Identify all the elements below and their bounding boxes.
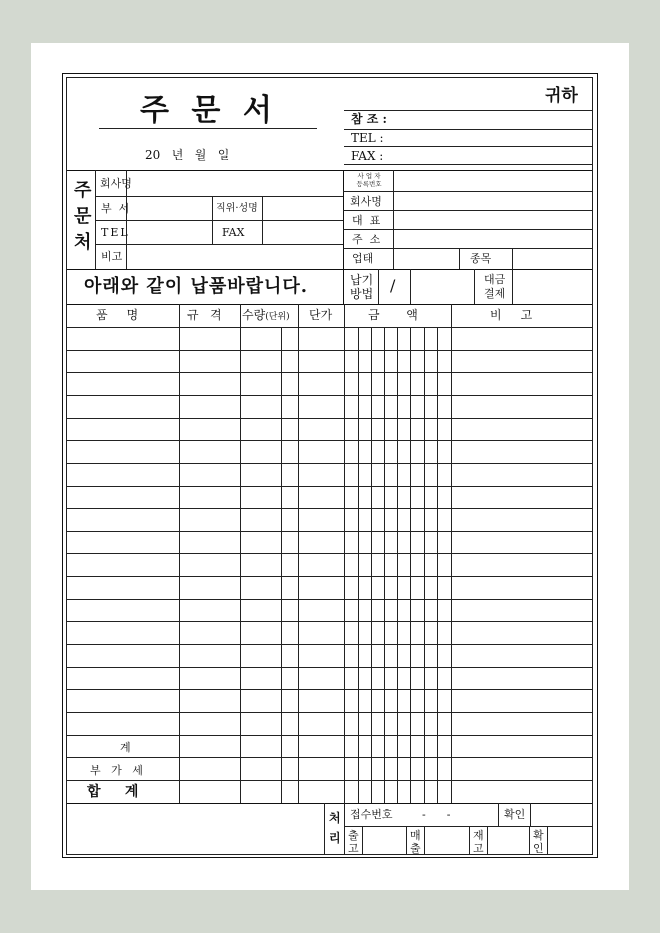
- total-label: 합 계: [87, 784, 139, 800]
- cell-qty[interactable]: [241, 645, 297, 666]
- cell-item[interactable]: [67, 532, 178, 552]
- orderer-label-3: 처: [74, 232, 92, 253]
- cell-spec[interactable]: [180, 622, 239, 643]
- confirm-label: 확인: [504, 808, 526, 821]
- sale-sign-field[interactable]: [425, 827, 468, 854]
- confirm2-sign-field[interactable]: [548, 827, 592, 854]
- cell-price[interactable]: [299, 577, 343, 598]
- cell-qty[interactable]: [241, 577, 297, 598]
- cell-price[interactable]: [299, 600, 343, 620]
- cell-amount[interactable]: [345, 532, 450, 552]
- cell-price[interactable]: [299, 713, 343, 734]
- cell-qty[interactable]: [241, 419, 297, 439]
- cell-note[interactable]: [452, 441, 591, 462]
- cell-qty[interactable]: [241, 736, 297, 756]
- cell-amount[interactable]: [345, 464, 450, 485]
- cell-spec[interactable]: [180, 668, 239, 688]
- supplier-company-label: 회사명: [350, 195, 382, 208]
- cell-spec[interactable]: [180, 441, 239, 462]
- col-header-item: 품 명: [96, 308, 139, 322]
- cell-qty[interactable]: [241, 441, 297, 462]
- cell-item[interactable]: [67, 419, 178, 439]
- cell-item[interactable]: [67, 668, 178, 688]
- delivery-method-label-1: 납기: [350, 273, 374, 287]
- honorific: 귀하: [545, 86, 578, 106]
- cell-spec[interactable]: [180, 464, 239, 485]
- cell-amount[interactable]: [345, 351, 450, 371]
- ref-field[interactable]: [395, 111, 591, 129]
- cell-amount[interactable]: [345, 419, 450, 439]
- cell-item[interactable]: [67, 441, 178, 462]
- cell-amount[interactable]: [345, 554, 450, 575]
- col-header-qty-text: 수량: [242, 308, 266, 322]
- cell-item[interactable]: [67, 328, 178, 349]
- cell-qty[interactable]: [241, 351, 297, 371]
- orderer-note-field[interactable]: [127, 245, 343, 268]
- cell-spec[interactable]: [180, 781, 239, 802]
- cell-price[interactable]: [299, 554, 343, 575]
- cell-spec[interactable]: [180, 419, 239, 439]
- business-type-label: 업태: [352, 252, 374, 265]
- cell-item[interactable]: [67, 713, 178, 734]
- cell-amount[interactable]: [345, 328, 450, 349]
- cell-price[interactable]: [299, 690, 343, 711]
- cell-note[interactable]: [452, 351, 591, 371]
- cell-price[interactable]: [299, 532, 343, 552]
- cell-price[interactable]: [299, 441, 343, 462]
- cell-note[interactable]: [452, 554, 591, 575]
- fax-label: FAX :: [351, 149, 384, 163]
- date-line: 20 년 월 일: [145, 148, 230, 162]
- receipt-no-value: - -: [422, 808, 451, 821]
- cell-price[interactable]: [299, 758, 343, 779]
- business-type-field[interactable]: [394, 249, 458, 268]
- receipt-no-field[interactable]: [400, 804, 497, 825]
- sale-label-2: 출: [410, 842, 421, 855]
- cell-price[interactable]: [299, 419, 343, 439]
- ship-label-1: 출: [348, 829, 359, 842]
- cell-item[interactable]: [67, 622, 178, 643]
- fax-field[interactable]: [395, 148, 591, 164]
- col-header-price: 단가: [309, 308, 333, 322]
- ref-label: 참 조 :: [351, 112, 387, 126]
- orderer-fax-field[interactable]: [263, 221, 343, 244]
- cell-qty[interactable]: [241, 690, 297, 711]
- cell-item[interactable]: [67, 351, 178, 371]
- cell-note[interactable]: [452, 758, 591, 779]
- cell-amount[interactable]: [345, 736, 450, 756]
- position-name-label: 직위·성명: [216, 203, 258, 214]
- orderer-label-1: 주: [74, 180, 92, 201]
- sale-label-1: 매: [410, 829, 421, 842]
- processing-label-2: 리: [329, 831, 341, 845]
- biz-reg-label-1: 사 업 자: [357, 172, 381, 180]
- cell-spec[interactable]: [180, 328, 239, 349]
- cell-item[interactable]: [67, 464, 178, 485]
- cell-note[interactable]: [452, 373, 591, 394]
- cell-qty[interactable]: [241, 464, 297, 485]
- cell-spec[interactable]: [180, 351, 239, 371]
- cell-spec[interactable]: [180, 487, 239, 507]
- stock-label-1: 재: [473, 829, 484, 842]
- cell-note[interactable]: [452, 781, 591, 802]
- cell-item[interactable]: [67, 577, 178, 598]
- subtotal-label: 계: [120, 741, 131, 754]
- cell-amount[interactable]: [345, 781, 450, 802]
- cell-spec[interactable]: [180, 758, 239, 779]
- cell-price[interactable]: [299, 351, 343, 371]
- supplier-company-field[interactable]: [394, 192, 592, 210]
- cell-note[interactable]: [452, 645, 591, 666]
- cell-price[interactable]: [299, 373, 343, 394]
- cell-qty[interactable]: [241, 622, 297, 643]
- processing-label-1: 처: [329, 811, 341, 825]
- cell-price[interactable]: [299, 622, 343, 643]
- cell-qty[interactable]: [241, 532, 297, 552]
- cell-note[interactable]: [452, 600, 591, 620]
- cell-amount[interactable]: [345, 487, 450, 507]
- cell-price[interactable]: [299, 328, 343, 349]
- cell-note[interactable]: [452, 532, 591, 552]
- cell-item[interactable]: [67, 373, 178, 394]
- cell-qty[interactable]: [241, 781, 297, 802]
- tel-label: TEL :: [351, 131, 384, 145]
- biz-reg-label-2: 등록번호: [356, 180, 382, 188]
- cell-note[interactable]: [452, 396, 591, 417]
- cell-qty[interactable]: [241, 487, 297, 507]
- title-underline: [99, 128, 317, 129]
- cell-qty[interactable]: [241, 668, 297, 688]
- confirm-field[interactable]: [531, 804, 592, 825]
- cell-price[interactable]: [299, 396, 343, 417]
- delivery-method-label-2: 방법: [350, 287, 374, 301]
- cell-qty[interactable]: [241, 713, 297, 734]
- cell-spec[interactable]: [180, 645, 239, 666]
- supplier-rep-label: 대 표: [352, 214, 381, 227]
- cell-price[interactable]: [299, 781, 343, 802]
- cell-spec[interactable]: [180, 736, 239, 756]
- cell-price[interactable]: [299, 487, 343, 507]
- cell-note[interactable]: [452, 690, 591, 711]
- cell-spec[interactable]: [180, 509, 239, 530]
- col-header-note: 비 고: [490, 308, 533, 322]
- cell-qty[interactable]: [241, 328, 297, 349]
- cell-price[interactable]: [299, 464, 343, 485]
- cell-spec[interactable]: [180, 577, 239, 598]
- cell-note[interactable]: [452, 668, 591, 688]
- cell-note[interactable]: [452, 419, 591, 439]
- orderer-dept-field[interactable]: [127, 197, 211, 220]
- cell-amount[interactable]: [345, 373, 450, 394]
- position-name-field[interactable]: [263, 197, 343, 220]
- orderer-tel-label: TEL: [101, 226, 130, 239]
- payment-label-2: 결제: [484, 287, 506, 300]
- cell-item[interactable]: [67, 509, 178, 530]
- col-header-amount: 금 액: [368, 308, 418, 322]
- biz-reg-field[interactable]: [394, 171, 592, 191]
- category-field[interactable]: [513, 249, 592, 268]
- cell-amount[interactable]: [345, 577, 450, 598]
- confirm2-label-2: 인: [533, 842, 544, 855]
- cell-price[interactable]: [299, 668, 343, 688]
- cell-item[interactable]: [67, 487, 178, 507]
- cell-amount[interactable]: [345, 713, 450, 734]
- cell-note[interactable]: [452, 736, 591, 756]
- category-label: 종목: [470, 252, 492, 265]
- cell-amount[interactable]: [345, 690, 450, 711]
- request-message: 아래와 같이 납품바랍니다.: [84, 276, 309, 297]
- cell-spec[interactable]: [180, 532, 239, 552]
- cell-amount[interactable]: [345, 396, 450, 417]
- cell-qty[interactable]: [241, 600, 297, 620]
- cell-note[interactable]: [452, 464, 591, 485]
- cell-price[interactable]: [299, 736, 343, 756]
- stock-label-2: 고: [473, 842, 484, 855]
- supplier-rep-field[interactable]: [394, 211, 592, 229]
- cell-price[interactable]: [299, 509, 343, 530]
- cell-qty[interactable]: [241, 554, 297, 575]
- cell-item[interactable]: [67, 645, 178, 666]
- cell-qty[interactable]: [241, 396, 297, 417]
- receipt-no-label: 접수번호: [350, 808, 393, 821]
- cell-amount[interactable]: [345, 600, 450, 620]
- cell-spec[interactable]: [180, 396, 239, 417]
- cell-note[interactable]: [452, 328, 591, 349]
- cell-spec[interactable]: [180, 690, 239, 711]
- delivery-method-field[interactable]: [379, 270, 473, 303]
- cell-note[interactable]: [452, 713, 591, 734]
- payment-label-1: 대금: [484, 273, 506, 286]
- cell-qty[interactable]: [241, 373, 297, 394]
- cell-item[interactable]: [67, 690, 178, 711]
- ship-sign-field[interactable]: [363, 827, 405, 854]
- delivery-slash: /: [390, 276, 396, 295]
- cell-qty[interactable]: [241, 758, 297, 779]
- stock-sign-field[interactable]: [488, 827, 528, 854]
- vat-label: 부 가 세: [90, 764, 143, 777]
- orderer-company-label: 회사명: [100, 177, 132, 190]
- cell-qty[interactable]: [241, 509, 297, 530]
- confirm2-label-1: 확: [533, 829, 544, 842]
- supplier-address-field[interactable]: [394, 230, 592, 248]
- orderer-tel-field[interactable]: [127, 221, 211, 244]
- cell-note[interactable]: [452, 509, 591, 530]
- cell-note[interactable]: [452, 622, 591, 643]
- cell-spec[interactable]: [180, 713, 239, 734]
- cell-price[interactable]: [299, 645, 343, 666]
- payment-field[interactable]: [513, 270, 592, 303]
- orderer-note-label: 비고: [101, 250, 123, 263]
- orderer-company-field[interactable]: [127, 171, 343, 196]
- tel-field[interactable]: [395, 130, 591, 146]
- cell-amount[interactable]: [345, 645, 450, 666]
- cell-amount[interactable]: [345, 668, 450, 688]
- cell-item[interactable]: [67, 554, 178, 575]
- cell-note[interactable]: [452, 577, 591, 598]
- cell-spec[interactable]: [180, 600, 239, 620]
- ship-label-2: 고: [348, 842, 359, 855]
- orderer-fax-label: FAX: [222, 226, 245, 239]
- orderer-label-2: 문: [74, 206, 92, 227]
- cell-amount[interactable]: [345, 441, 450, 462]
- cell-amount[interactable]: [345, 622, 450, 643]
- orderer-dept-label: 부 서: [101, 202, 130, 215]
- cell-spec[interactable]: [180, 373, 239, 394]
- cell-item[interactable]: [67, 600, 178, 620]
- cell-amount[interactable]: [345, 758, 450, 779]
- cell-item[interactable]: [67, 396, 178, 417]
- col-header-unit: (단위): [265, 312, 290, 322]
- supplier-address-label: 주 소: [352, 233, 381, 246]
- cell-amount[interactable]: [345, 509, 450, 530]
- cell-note[interactable]: [452, 487, 591, 507]
- col-header-qty: [242, 309, 290, 322]
- cell-spec[interactable]: [180, 554, 239, 575]
- page-title: 주 문 서: [140, 93, 278, 128]
- col-header-spec: 규 격: [187, 308, 222, 322]
